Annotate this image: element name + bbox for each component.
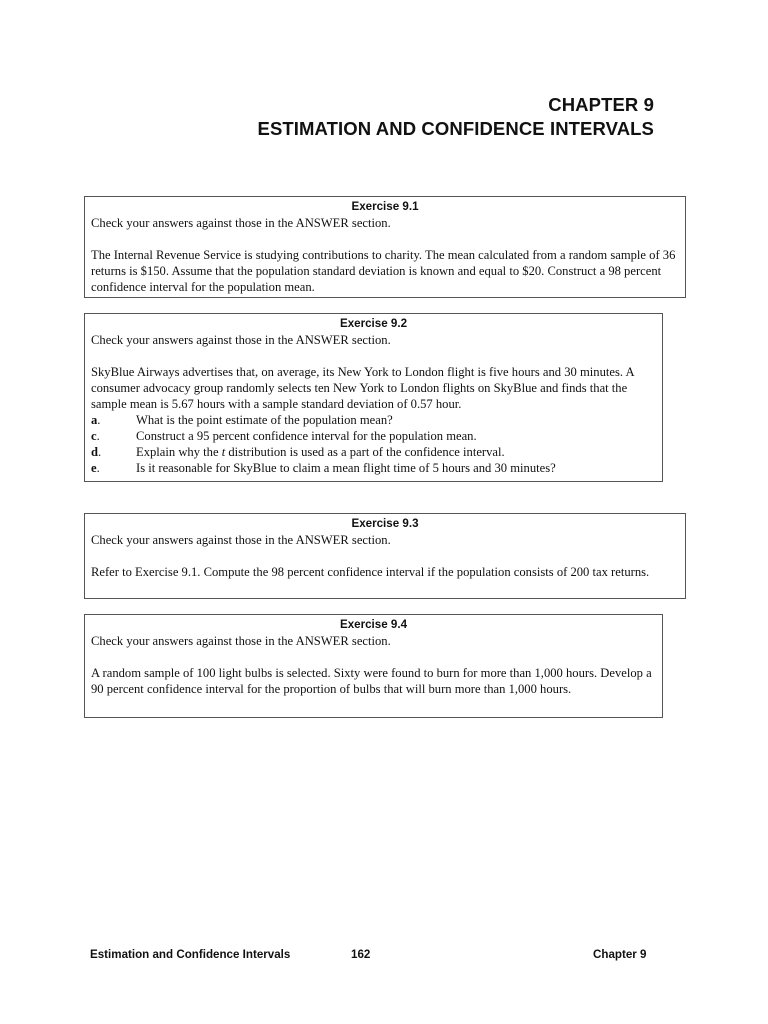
item-text: Is it reasonable for SkyBlue to claim a mean flight time of 5 hours and 30 minutes? bbox=[136, 461, 556, 475]
item-label: a bbox=[91, 413, 98, 427]
item-text: Construct a 95 percent confidence interval for the population mean. bbox=[136, 429, 477, 443]
item-text bbox=[136, 444, 505, 460]
exercise-body: Refer to Exercise 9.1. Compute the 98 percent confidence interval if the population consists of 200 tax returns. bbox=[91, 565, 650, 579]
exercise-body: A random sample of 100 light bulbs is selected. Sixty were found to burn for more than 1,000 hours. Develop a 90 percent confidence interval for the proportion of bulbs that will burn more than 1,000 hours. bbox=[91, 666, 652, 696]
item-text-italic: t bbox=[221, 445, 226, 459]
footer-title: Estimation and Confidence Intervals bbox=[90, 948, 291, 961]
chapter-heading bbox=[258, 93, 654, 141]
item-label: c bbox=[91, 429, 97, 443]
exercise-title: Exercise 9.1 bbox=[351, 200, 419, 213]
item-text: What is the point estimate of the population mean? bbox=[136, 413, 393, 427]
exercise-body: The Internal Revenue Service is studying contributions to charity. The mean calculated from a random sample of 36 returns is $150. Assume that the population standard deviation is known and equal to $20. Construct a 98 percent confidence interval for the population mean. bbox=[91, 248, 676, 294]
exercise-box-9-4 bbox=[84, 614, 663, 718]
exercise-box-9-3 bbox=[84, 513, 686, 599]
exercise-box-9-1 bbox=[84, 196, 686, 298]
exercise-check-note: Check your answers against those in the ANSWER section. bbox=[91, 333, 391, 347]
item-label: e bbox=[91, 461, 97, 475]
item-label: d bbox=[91, 445, 99, 459]
exercise-item-c: c. Construct a 95 percent confidence interval for the population mean. bbox=[91, 429, 477, 443]
exercise-check-note: Check your answers against those in the ANSWER section. bbox=[91, 634, 391, 648]
exercise-check-note: Check your answers against those in the ANSWER section. bbox=[91, 533, 391, 547]
exercise-check-note: Check your answers against those in the ANSWER section. bbox=[91, 216, 391, 230]
page-number: 162 bbox=[351, 948, 371, 961]
exercise-item-e: e. Is it reasonable for SkyBlue to claim a mean flight time of 5 hours and 30 minutes? bbox=[91, 461, 556, 475]
exercise-body: SkyBlue Airways advertises that, on average, its New York to London flight is five hours and 30 minutes. A consumer advocacy group randomly selects ten New York to London flights on SkyBlue and finds that the sample mean is 5.67 hours with a sample standard deviation of 0.57 hour. bbox=[91, 365, 634, 411]
exercise-item-a: a. What is the point estimate of the population mean? bbox=[91, 413, 393, 427]
item-text-after: distribution is used as a part of the confidence interval. bbox=[225, 445, 505, 459]
exercise-title: Exercise 9.3 bbox=[351, 517, 419, 530]
chapter-number: CHAPTER 9 bbox=[548, 94, 654, 115]
chapter-title: ESTIMATION AND CONFIDENCE INTERVALS bbox=[257, 118, 654, 139]
item-text-before: Explain why the bbox=[136, 445, 222, 459]
footer-chapter: Chapter 9 bbox=[593, 948, 647, 961]
exercise-item-d: d. Explain why the t distribution is used as a part of the confidence interval. bbox=[91, 445, 505, 459]
exercise-title: Exercise 9.2 bbox=[339, 317, 408, 330]
exercise-box-9-2 bbox=[84, 313, 663, 482]
exercise-title: Exercise 9.4 bbox=[339, 618, 408, 631]
